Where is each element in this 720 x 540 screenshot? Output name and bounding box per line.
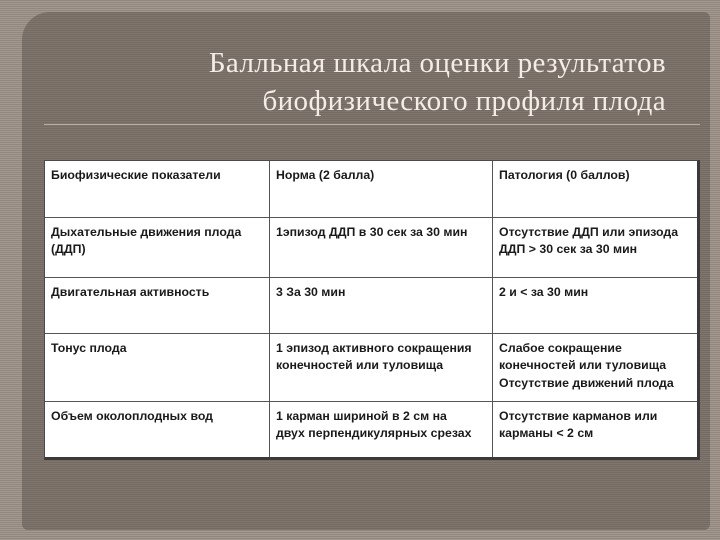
row-norm: [270, 277, 493, 333]
cell-line: Отсутствие карманов или: [499, 408, 658, 423]
cell-line: Двигательная активность: [51, 284, 210, 299]
cell-line: конечностей или туловища: [276, 358, 444, 372]
title-line-1: Балльная шкала оценки результатов: [208, 47, 666, 79]
cell-line: Тонус плода: [51, 340, 127, 355]
table-row: [45, 401, 697, 457]
row-pathology: [493, 401, 698, 457]
title-divider: [44, 124, 700, 125]
row-indicator: [45, 401, 270, 457]
cell-line: (ДДП): [51, 242, 86, 256]
header-norm: Норма (2 балла): [270, 161, 493, 217]
row-pathology: [493, 217, 698, 277]
row-norm: [270, 401, 493, 457]
cell-line: двух перпендикулярных срезах: [276, 426, 472, 440]
table-row: [45, 277, 697, 333]
slide-title: [106, 44, 666, 120]
row-pathology: [493, 277, 698, 333]
header-indicators: Биофизические показатели: [45, 161, 270, 217]
cell-line: Отсутствие ДДП или эпизода: [499, 224, 679, 239]
cell-line: 2 и < за 30 мин: [499, 284, 589, 299]
row-indicator: [45, 217, 270, 277]
cell-line: 1 карман шириной в 2 см на: [276, 408, 447, 423]
header-pathology: Патология (0 баллов): [493, 161, 698, 217]
cell-line: Дыхательные движения плода: [51, 224, 242, 239]
scoring-table: [44, 160, 700, 460]
cell-line: конечностей или туловища: [499, 358, 667, 372]
table-header-row: [45, 161, 697, 217]
title-line-2: биофизического профиля плода: [262, 85, 666, 117]
cell-line: 3 За 30 мин: [276, 284, 346, 299]
row-norm: [270, 333, 493, 401]
row-indicator: [45, 277, 270, 333]
cell-line: 1эпизод ДДП в 30 сек за 30 мин: [276, 224, 468, 239]
table-row: [45, 217, 697, 277]
cell-line: Слабое сокращение: [499, 340, 622, 355]
cell-line: 1 эпизод активного сокращения: [276, 340, 472, 355]
cell-line: Отсутствие движений плода: [499, 375, 674, 390]
row-pathology: [493, 333, 698, 401]
cell-line: Объем околоплодных вод: [51, 408, 213, 423]
table-row: [45, 333, 697, 401]
slide-panel: [22, 12, 710, 530]
cell-line: ДДП > 30 сек за 30 мин: [499, 242, 638, 256]
row-norm: [270, 217, 493, 277]
row-indicator: [45, 333, 270, 401]
cell-line: карманы < 2 см: [499, 426, 594, 440]
